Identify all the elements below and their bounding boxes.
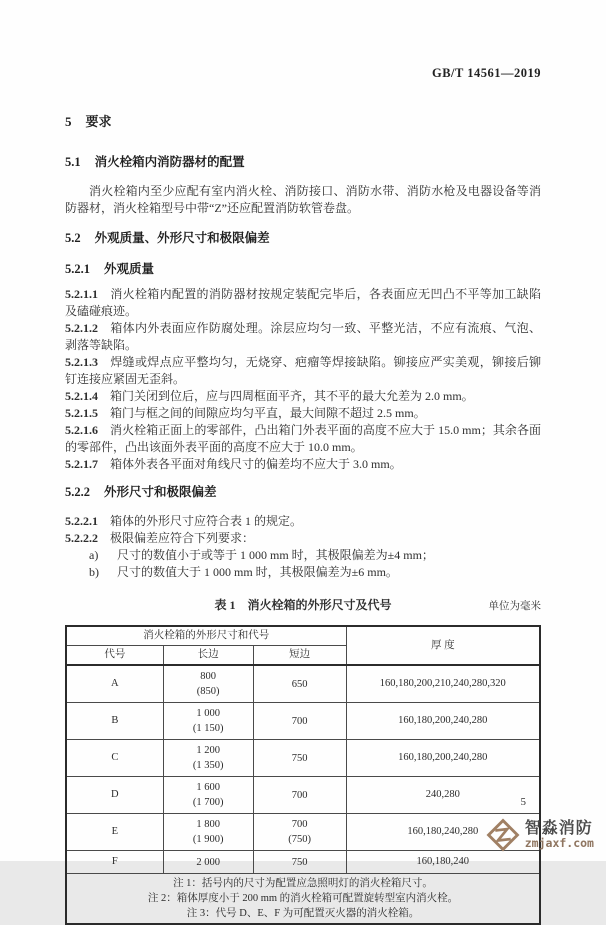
list-item-a (65, 547, 541, 564)
cell-code: C (66, 740, 163, 777)
heading-5-2-2-title: 外形尺寸和极限偏差 (104, 485, 217, 499)
col-header-code: 代号 (66, 646, 163, 666)
clause-5-2-1-4 (65, 388, 541, 405)
value-alt: (1 900) (192, 834, 224, 845)
zmjaxf-logo (486, 818, 594, 852)
heading-5-2-1 (65, 259, 541, 277)
heading-5-2-2 (65, 482, 541, 500)
clause-5-2-1-7 (65, 456, 541, 473)
clause-text: 箱体外表各平面对角线尺寸的偏差均不应大于 3.0 mm。 (110, 457, 402, 471)
cell-long-side (163, 703, 253, 740)
value-alt: (750) (288, 834, 312, 845)
cell-thickness: 160,180,200,210,240,280,320 (346, 665, 540, 703)
heading-5-2-number: 5.2 (65, 231, 81, 245)
heading-5-1-title: 消火栓箱内消防器材的配置 (94, 155, 245, 169)
heading-5-1-number: 5.1 (65, 155, 81, 169)
value-main: 2 000 (196, 856, 220, 868)
clause-5-2-1-5 (65, 405, 541, 422)
cell-thickness: 240,280 (346, 777, 540, 814)
page-number: 5 (520, 796, 526, 808)
clause-number: 5.2.1.1 (65, 287, 98, 301)
value-alt: (1 350) (192, 760, 224, 771)
heading-5-2-title: 外观质量、外形尺寸和极限偏差 (94, 231, 270, 245)
paragraph-5-1: 消火栓箱内至少应配有室内消火栓、消防接口、消防水带、消防水枪及电器设备等消防器材，消火栓箱型号中带“Z”还应配置消防软管卷盘。 (65, 184, 541, 215)
table-row-C (66, 740, 540, 777)
cell-code: E (66, 814, 163, 851)
cell-short-side (253, 814, 346, 851)
table-note-3: 注 3：代号 D、E、F 为可配置灭火器的消火栓箱。 (186, 908, 420, 919)
value-main: 1 200 (196, 745, 220, 756)
cell-short-side (253, 851, 346, 874)
cell-long-side (163, 665, 253, 703)
value-alt: (850) (196, 686, 220, 697)
cell-thickness: 160,180,240,280 (346, 814, 540, 851)
cell-long-side (163, 851, 253, 874)
clause-5-2-1-3 (65, 354, 541, 388)
value-alt: (1 150) (192, 723, 224, 734)
heading-5-number: 5 (65, 114, 72, 129)
requirement-list (65, 547, 541, 581)
list-item-b (65, 564, 541, 581)
cell-thickness: 160,180,200,240,280 (346, 703, 540, 740)
cell-short-side (253, 665, 346, 703)
value-main: 700 (291, 819, 308, 830)
col-header-short-side: 短边 (253, 646, 346, 666)
cell-code: B (66, 703, 163, 740)
table-row-F (66, 851, 540, 874)
zmjaxf-logo-text (525, 820, 594, 850)
cell-long-side (163, 777, 253, 814)
heading-5-2-1-number: 5.2.1 (65, 262, 90, 276)
heading-5-1 (65, 152, 541, 170)
value-main: 800 (200, 671, 217, 682)
value-main: 1 800 (196, 819, 220, 830)
col-header-long-side: 长边 (163, 646, 253, 666)
value-main: 700 (291, 715, 308, 727)
table-caption-title: 消火栓箱的外形尺寸及代号 (247, 598, 392, 612)
clause-number: 5.2.1.3 (65, 355, 98, 369)
clause-text: 消火栓箱正面上的零部件，凸出箱门外表平面的高度不应大于 15.0 mm；其余各面的零部件，凸出该面外表平面的高度不应大于 10.0 mm。 (65, 423, 541, 454)
clause-5-2-1-2 (65, 320, 541, 354)
cell-short-side (253, 740, 346, 777)
clause-group-5-2-1 (65, 286, 541, 473)
table-notes-cell (66, 874, 540, 925)
clause-5-2-2-2 (65, 530, 541, 547)
value-alt: (1 700) (192, 797, 224, 808)
logo-website: zmjaxf.com (524, 836, 594, 850)
clause-text: 箱门与框之间的间隙应均匀平直，最大间隙不超过 2.5 mm。 (110, 406, 426, 420)
clause-group-5-2-2 (65, 513, 541, 547)
table-caption (214, 596, 391, 613)
value-main: 1 600 (196, 782, 220, 793)
clause-text: 消火栓箱内配置的消防器材按规定装配完毕后，各表面应无凹凸不平等加工缺陷及磕碰痕迹。 (65, 287, 541, 318)
clause-text: 箱门关闭到位后，应与四周框面平齐，其不平的最大允差为 2.0 mm。 (110, 389, 474, 403)
zmjaxf-logo-icon (486, 818, 520, 852)
standard-number: GB/T 14561—2019 (431, 66, 541, 80)
heading-5-title: 要求 (85, 114, 112, 129)
table-notes-row (66, 874, 540, 925)
value-main: 700 (291, 789, 308, 801)
clause-number: 5.2.2.1 (65, 514, 98, 528)
table-note-2: 注 2：箱体厚度小于 200 mm 的消火栓箱可配置旋转型室内消火栓。 (147, 893, 459, 904)
logo-company-name: 智淼消防 (524, 820, 593, 837)
clause-number: 5.2.2.2 (65, 531, 98, 545)
cell-thickness: 160,180,200,240,280 (346, 740, 540, 777)
heading-5-2-1-title: 外观质量 (104, 262, 155, 276)
heading-5-2 (65, 228, 541, 246)
list-marker: b) (89, 565, 99, 579)
table-unit-note: 单位为毫米 (488, 601, 541, 612)
clause-number: 5.2.1.7 (65, 457, 98, 471)
clause-5-2-1-6 (65, 422, 541, 456)
list-marker: a) (89, 548, 99, 562)
cell-code: F (66, 851, 163, 874)
table-caption-label: 表 1 (214, 598, 236, 612)
table-row-A (66, 665, 540, 703)
table-row-B (66, 703, 540, 740)
table-row-E (66, 814, 540, 851)
clause-text: 焊缝或焊点应平整均匀，无烧穿、疤瘤等焊接缺陷。铆接应严实美观，铆接后铆钉连接应紧固无歪斜。 (65, 355, 541, 386)
table-row-D (66, 777, 540, 814)
page-content (65, 0, 541, 925)
clause-5-2-2-1 (65, 513, 541, 530)
clause-number: 5.2.1.5 (65, 406, 98, 420)
clause-number: 5.2.1.4 (65, 389, 98, 403)
table-note-1: 注 1：括号内的尺寸为配置应急照明灯的消火栓箱尺寸。 (173, 878, 433, 889)
list-text: 尺寸的数值大于 1 000 mm 时，其极限偏差为±6 mm。 (117, 565, 398, 579)
cell-thickness: 160,180,240 (346, 851, 540, 874)
clause-number: 5.2.1.2 (65, 321, 98, 335)
clause-5-2-1-1 (65, 286, 541, 320)
list-text: 尺寸的数值小于或等于 1 000 mm 时，其极限偏差为±4 mm； (117, 548, 434, 562)
value-main: 650 (291, 678, 308, 690)
value-main: 750 (291, 856, 308, 868)
value-main: 750 (291, 752, 308, 764)
clause-text: 极限偏差应符合下列要求： (110, 531, 255, 545)
table-header-group: 消火栓箱的外形尺寸和代号 (66, 626, 346, 646)
dimensions-table (65, 625, 541, 925)
cell-short-side (253, 703, 346, 740)
cell-short-side (253, 777, 346, 814)
heading-5-2-2-number: 5.2.2 (65, 485, 90, 499)
cell-long-side (163, 814, 253, 851)
clause-text: 箱体内外表面应作防腐处理。涂层应均匀一致、平整光洁，不应有流痕、气泡、剥落等缺陷。 (65, 321, 541, 352)
clause-number: 5.2.1.6 (65, 423, 98, 437)
value-main: 1 000 (196, 708, 220, 719)
table-header-thickness: 厚 度 (346, 626, 540, 665)
cell-code: A (66, 665, 163, 703)
clause-text: 箱体的外形尺寸应符合表 1 的规定。 (110, 514, 303, 528)
cell-code: D (66, 777, 163, 814)
cell-long-side (163, 740, 253, 777)
table-header-group-row (66, 626, 540, 646)
table-caption-row (65, 596, 541, 613)
heading-5 (65, 111, 541, 130)
